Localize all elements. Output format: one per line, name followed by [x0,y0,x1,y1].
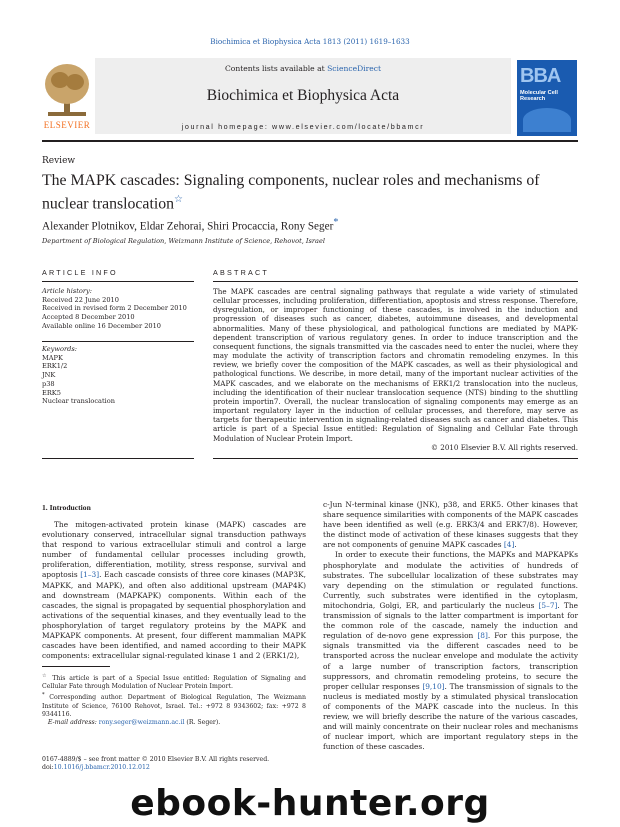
sciencedirect-link[interactable]: ScienceDirect [327,64,382,73]
keyword: p38 [42,379,55,388]
keyword: ERK1/2 [42,362,68,371]
abstract-heading: ABSTRACT [213,268,269,277]
history-item: Received 22 June 2010 [42,295,119,304]
footnote-mark: ☆ [42,673,49,679]
body-column-left [42,520,306,661]
affiliation: Department of Biological Regulation, Weizmann Institute of Science, Rehovot, Israel [42,237,325,245]
journal-name: Biochimica et Biophysica Acta [206,87,400,104]
doi-label: doi: [42,764,54,772]
article-kind: Review [42,156,76,166]
authors-text: Alexander Plotnikov, Eldar Zehorai, Shiri Procaccia, Rony Seger [42,220,334,233]
text: . The transmission of signals to the latter compartment is important for the common role of the cascade, namely the induction and regulation of de-novo gene expression [323,600,578,641]
article-title [42,172,578,213]
text: . Each cascade consists of three core kinases (MAP3K, MAPKK, and MAPK), and often also additional upstream (MAP4K) and downstream (MAPKAPK) components. Within each of the cascades, the signal is propagated by sequential phosphorylation and activations of the sequential kinases, and they eventually lead to the phosphorylation of target regulatory proteins by the MAPK and MAPKAPK components. At present, four different mammalian MAPK cascades have been identified, and named according to their MAPK components: extracellular signal-regulated kinase 1 and 2 (ERK1/2), [42,570,306,661]
watermark: ebook-hunter.org [130,783,490,824]
footnote-rule [42,666,110,667]
keyword: MAPK [42,353,63,362]
paragraph [42,520,306,661]
cover-art [523,108,571,132]
reference-link[interactable]: [9,10] [422,681,445,691]
title-footnote-mark[interactable]: ☆ [174,193,183,205]
divider [42,281,194,282]
journal-homepage[interactable]: journal homepage: www.elsevier.com/locate/bbamcr [181,122,425,131]
history-item: Available online 16 December 2010 [42,321,161,330]
footnote [42,672,306,691]
section-heading: 1. Introduction [42,503,91,512]
divider [42,458,194,459]
divider [213,458,578,459]
text: . The transmission of signals to the nucleus is mediated mostly by a stimulated physical translocation of components of the MAPK cascade into the nucleus. In this review, we will briefly describe the nature of the various cascades, and will mainly concentrate on their nuclear roles and mechanisms of nuclear import, which are important regulatory steps in the function of these cascades. [323,681,578,752]
contents-prefix: Contents lists available at [224,64,328,73]
keyword: JNK [42,371,56,380]
copyright: © 2010 Elsevier B.V. All rights reserved. [430,442,578,452]
author-list [42,217,338,233]
reference-link[interactable]: [4] [503,540,515,550]
footnotes [42,672,306,727]
text: c-Jun N-terminal kinase (JNK), p38, and ERK5. Other kinases that share sequence similarities with components of the MAPK cascades have been identified as well (e.g. ERK3/4 and ERK7/8). However, the distinct mode of activation of these kinases suggests that they are not components of genuine MAPK cascades [323,500,578,550]
divider [213,281,578,282]
email-link[interactable]: rony.seger@weizmann.ac.il [98,719,185,727]
history-item: Accepted 8 December 2010 [42,313,135,322]
history-label: Article history: [42,287,92,295]
issn-line: 0167-4889/$ – see front matter © 2010 Elsevier B.V. All rights reserved. [42,756,270,763]
abstract-text: The MAPK cascades are central signaling pathways that regulate a wide variety of stimulated cellular processes, including proliferation, differentiation, apoptosis and stress response. Therefore, dysregulation, or improper functioning of these cascades, is involved in the induction and progression of diseases such as cancer, diabetes, autoimmune diseases, and developmental abnormalities. Many of these physiological, and pathological functions are mediated by MAPK-dependent transcription of various regulatory genes. In order to induce transcription and the consequent functions, the signals transmitted via the cascades need to enter the nuclei, where they may modulate the activity of transcription factors and chromatin remodeling enzymes. In this review, we briefly cover the composition of the MAPK cascades, as well as their physiological and pathological functions. We describe, in more detail, many of the important nuclear activities of the MAPK cascades, and we elaborate on the mechanisms of ERK1/2 translocation into the nucleus, including the identification of their nuclear translocation sequence (NTS) binding to the shuttling protein importin7. Overall, the nuclear translocation of signaling components may emerge as an important regulatory layer in the induction of cellular processes, and therefore, may serve as targets for therapeutic intervention in signaling-related diseases such as cancer and diabetes. This article is part of a Special Issue entitled: Regulation of Signaling and Cellular Fate through Modulation of Nuclear Protein Import. [213,287,578,443]
keywords [42,345,194,406]
footnote-email [42,719,306,727]
journal-citation[interactable]: Biochimica et Biophysica Acta 1813 (2011) 1619–1633 [210,37,410,46]
front-matter [42,756,269,772]
cover-title: BBA [520,65,561,87]
journal-cover[interactable] [517,60,577,136]
abstract-body [213,287,578,452]
text: The mitogen-activated protein kinase (MAPK) cascades are evolutionary conserved, intracellular signal transduction pathways that respond to various extracellular stimuli and control a large number of fundamental cellular processes including growth, proliferation, differentiation, motility, stress response, survival and apoptosis [42,520,306,580]
divider [42,341,194,342]
email-label: E-mail address: [47,719,97,727]
cover-subtitle: Molecular Cell Research [520,90,558,103]
text: In order to execute their functions, the MAPKs and MAPKAPKs phosphorylate and modulate the activities of hundreds of substrates. The subcellular localization of these substrates may vary depending on the stimulation or regulated functions. Currently, such substrates were identified in the cytoplasm, mitochondria, Golgi, ER, and particularly the nucleus [323,550,578,610]
body-column-right [323,500,578,752]
article-info-heading: ARTICLE INFO [42,268,118,277]
text: . [514,540,517,550]
email-suffix: (R. Seger). [186,719,221,727]
reference-link[interactable]: [5–7] [538,600,558,610]
reference-link[interactable]: [1–3] [80,570,100,580]
footnote [42,691,306,719]
history-item: Received in revised form 2 December 2010 [42,304,187,313]
keywords-label: Keywords: [42,345,77,353]
footnote-text: Corresponding author. Department of Biological Regulation, The Weizmann Institute of Science, 76100 Rehovot, Israel. Tel.: +972 8 9343602; fax: +972 8 9344116. [42,694,307,718]
paragraph [323,550,578,752]
doi-link[interactable]: 10.1016/j.bbamcr.2010.12.012 [53,764,150,772]
keyword: Nuclear translocation [42,397,115,406]
footnote-text: This article is part of a Special Issue entitled: Regulation of Signaling and Cellular Fate through Modulation of Nuclear Protein Import. [42,675,306,691]
article-title-text: The MAPK cascades: Signaling components, nuclear roles and mechanisms of nuclear translocation [42,172,540,212]
footnote-mark: * [42,692,45,699]
keyword: ERK5 [42,388,61,397]
doi-line [42,764,269,772]
article-history [42,287,194,331]
text: . For this purpose, the signals transmitted via the different cascades need to be transported across the nuclear envelope and modulate the activity of a large number of transcription factors, transcription suppressors, and chromatin remodeling proteins, to secure the proper cellular responses [323,631,578,691]
corresponding-author-mark[interactable]: * [333,217,339,228]
paragraph [323,500,578,550]
reference-link[interactable]: [8] [477,631,488,641]
header-rule [42,140,578,142]
elsevier-wordmark: ELSEVIER [43,120,91,130]
contents-line [95,64,511,73]
